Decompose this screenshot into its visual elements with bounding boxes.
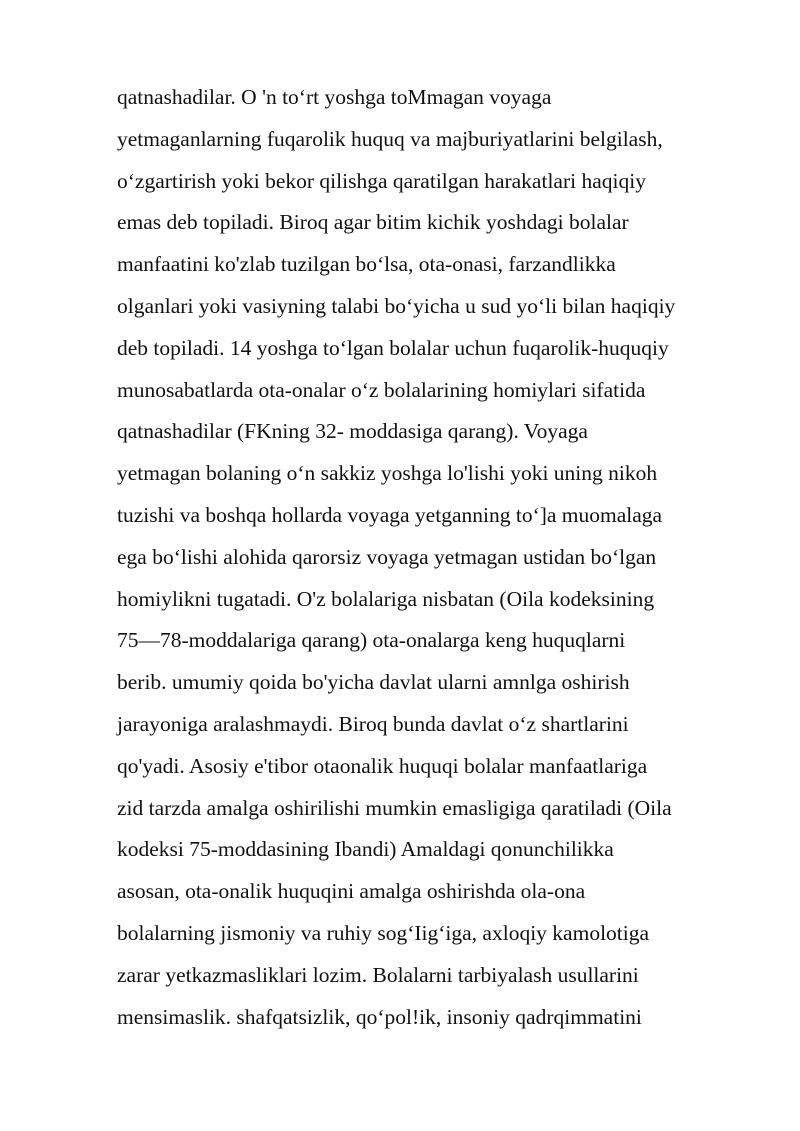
text-line-16: jarayoniga aralashmaydi. Biroq bunda davlat o‘z shartlarini	[117, 711, 629, 736]
text-line-6: olganlari yoki vasiyning talabi bo‘yicha u sud yo‘li bilan haqiqiy	[117, 293, 676, 318]
text-line-12: ega bo‘lishi alohida qarorsiz voyaga yetmagan ustidan bo‘lgan	[117, 544, 657, 569]
text-line-15: berib. umumiy qoida bo'yicha davlat ularni amnlga oshirish	[117, 670, 630, 695]
text-line-3: o‘zgartirish yoki bekor qilishga qaratilgan harakatlari haqiqiy	[117, 168, 646, 193]
text-line-13: homiylikni tugatadi. O'z bolalariga nisbatan (Oila kodeksining	[117, 586, 655, 611]
text-line-4: emas deb topiladi. Biroq agar bitim kichik yoshdagi bolalar	[117, 210, 629, 235]
text-line-22: zarar yetkazmasliklari lozim. Bolalarni tarbiyalash usullarini	[117, 962, 639, 987]
text-line-20: asosan, ota-onalik huquqini amalga oshirishda ola-ona	[117, 879, 586, 904]
text-line-5: manfaatini ko'zlab tuzilgan bo‘lsa, ota-onasi, farzandlikka	[117, 252, 616, 277]
text-line-9: qatnashadilar (FKning 32- moddasiga qarang). Voyaga	[117, 419, 588, 444]
body-text	[117, 77, 767, 1038]
text-line-23: mensimaslik. shafqatsizlik, qo‘pol!ik, insoniy qadrqimmatini	[117, 1004, 642, 1029]
text-line-7: deb topiladi. 14 yoshga to‘lgan bolalar uchun fuqarolik-huquqiy	[117, 335, 669, 360]
text-line-2: yetmaganlarning fuqarolik huquq va majburiyatlarini belgilash,	[117, 126, 663, 151]
text-line-18: zid tarzda amalga oshirilishi mumkin emasligiga qaratiladi (Oila	[117, 795, 672, 820]
text-line-14: 75—78-moddalariga qarang) ota-onalarga keng huquqlarni	[117, 628, 626, 653]
text-line-10: yetmagan bolaning o‘n sakkiz yoshga lo'lishi yoki uning nikoh	[117, 461, 658, 486]
text-line-1: qatnashadilar. O 'n to‘rt yoshga toMmagan voyaga	[117, 85, 552, 109]
text-line-21: bolalarning jismoniy va ruhiy sog‘Iig‘iga, axloqiy kamolotiga	[117, 920, 650, 945]
text-line-17: qo'yadi. Asosiy e'tibor otaonalik huquqi bolalar manfaatlariga	[117, 753, 648, 778]
text-line-11: tuzishi va boshqa hollarda voyaga yetganning to‘]a muomalaga	[117, 502, 663, 527]
text-line-19: kodeksi 75-moddasining Ibandi) Amaldagi qonunchilikka	[117, 837, 614, 862]
text-line-8: munosabatlarda ota-onalar o‘z bolalarining homiylari sifatida	[117, 377, 646, 402]
